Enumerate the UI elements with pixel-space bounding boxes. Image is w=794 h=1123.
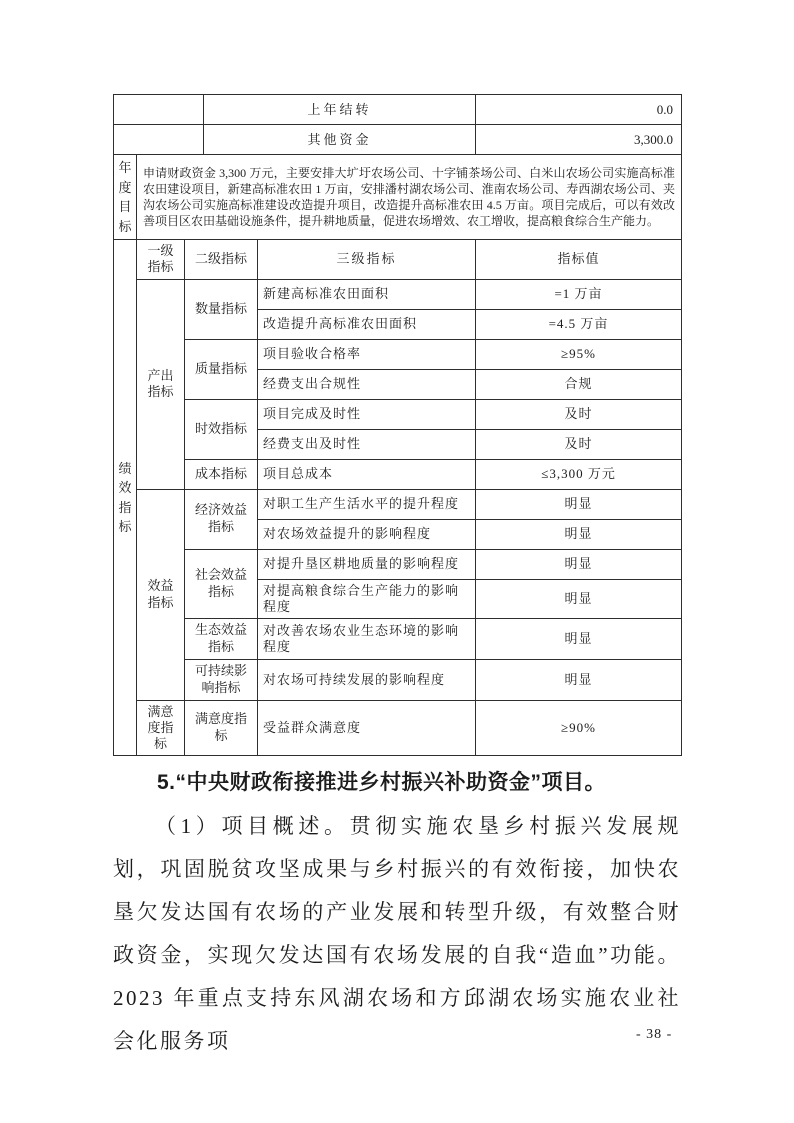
table-row: [114, 125, 682, 155]
indicator-name-cell: 对农场效益提升的影响程度: [258, 519, 476, 549]
level2-cell: 可持续影响指标: [185, 659, 258, 700]
indicator-value-cell: 明显: [476, 659, 682, 700]
indicator-name-cell: 经费支出合规性: [258, 369, 476, 399]
indicator-value-cell: ≤3,300 万元: [476, 459, 682, 489]
indicator-value-cell: 明显: [476, 619, 682, 660]
indicator-value-cell: 及时: [476, 429, 682, 459]
level1-cell: 产出指标: [137, 279, 185, 489]
fund-row-label: 上年结转: [204, 95, 476, 125]
indicator-row: [114, 459, 682, 489]
level2-cell: 数量指标: [185, 279, 258, 339]
level1-cell: 满意度指标: [137, 700, 185, 756]
indicator-value-cell: =4.5 万亩: [476, 309, 682, 339]
level2-cell: 时效指标: [185, 399, 258, 459]
level2-cell: 社会效益指标: [185, 549, 258, 619]
indicator-name-cell: 项目验收合格率: [258, 339, 476, 369]
indicator-row: [114, 489, 682, 519]
fund-row-value: 3,300.0: [476, 125, 682, 155]
indicator-name-cell: 改造提升高标准农田面积: [258, 309, 476, 339]
indicator-name-cell: 项目完成及时性: [258, 399, 476, 429]
indicator-name-cell: 受益群众满意度: [258, 700, 476, 756]
indicator-value-cell: ≥95%: [476, 339, 682, 369]
indicator-value-cell: 及时: [476, 399, 682, 429]
indicator-name-cell: 对提升垦区耕地质量的影响程度: [258, 549, 476, 579]
page-number: - 38 -: [636, 1027, 673, 1042]
header-value: 指标值: [476, 240, 682, 280]
indicator-name-cell: 对农场可持续发展的影响程度: [258, 659, 476, 700]
level2-cell: 经济效益指标: [185, 489, 258, 549]
level1-cell: 效益指标: [137, 489, 185, 700]
level2-cell: 生态效益指标: [185, 619, 258, 660]
level2-cell: 满意度指标: [185, 700, 258, 756]
indicator-name-cell: 经费支出及时性: [258, 429, 476, 459]
indicator-name-cell: 新建高标准农田面积: [258, 279, 476, 309]
indicator-header-row: [114, 240, 682, 280]
performance-indicator-table: [113, 154, 682, 756]
header-level3: 三级指标: [258, 240, 476, 280]
indicator-row: [114, 700, 682, 756]
funding-table-fragment: [113, 94, 682, 155]
fund-row-label: 其他资金: [204, 125, 476, 155]
annual-goal-label: 年度目标: [114, 155, 137, 240]
annual-goal-text: 申请财政资金 3,300 万元，主要安排大圹圩农场公司、十字铺茶场公司、白米山农场公司实施高标准农田建设项目，新建高标准农田 1 万亩，安排潘村湖农场公司、淮南农场公司、寿西湖农场公司、夹沟农场公司实施高标准建设改造提升项目，改造提升高标准农田 4.5 万亩。项目完成后，可以有效改善项目区农田基础设施条件，提升耕地质量，促进农场增效、农工增收，提高粮食综合生产能力。: [137, 155, 682, 240]
indicator-value-cell: 合规: [476, 369, 682, 399]
section-heading: 5.“中央财政衔接推进乡村振兴补助资金”项目。: [157, 771, 607, 795]
indicator-value-cell: 明显: [476, 549, 682, 579]
indicator-row: [114, 339, 682, 369]
body-paragraph: （1）项目概述。贯彻实施农垦乡村振兴发展规划，巩固脱贫攻坚成果与乡村振兴的有效衔接，加快农垦欠发达国有农场的产业发展和转型升级，有效整合财政资金，实现欠发达国有农场发展的自我“造血”功能。2023 年重点支持东风湖农场和方邱湖农场实施农业社会化服务项: [113, 814, 681, 1054]
level2-cell: 成本指标: [185, 459, 258, 489]
indicator-row: [114, 619, 682, 660]
indicator-name-cell: 项目总成本: [258, 459, 476, 489]
indicator-name-cell: 对改善农场农业生态环境的影响程度: [258, 619, 476, 660]
indicator-value-cell: 明显: [476, 519, 682, 549]
indicator-value-cell: ≥90%: [476, 700, 682, 756]
indicator-row: [114, 549, 682, 579]
indicator-name-cell: 对职工生产生活水平的提升程度: [258, 489, 476, 519]
indicator-row: [114, 279, 682, 309]
indicator-name-cell: 对提高粮食综合生产能力的影响程度: [258, 579, 476, 619]
indicator-row: [114, 399, 682, 429]
indicator-row: [114, 659, 682, 700]
table-row: [114, 95, 682, 125]
performance-row-label: 绩效指标: [114, 240, 137, 756]
fund-row-value: 0.0: [476, 95, 682, 125]
indicator-value-cell: =1 万亩: [476, 279, 682, 309]
indicator-value-cell: 明显: [476, 489, 682, 519]
empty-cell: [114, 125, 204, 155]
annual-goal-row: [114, 155, 682, 240]
empty-cell: [114, 95, 204, 125]
level2-cell: 质量指标: [185, 339, 258, 399]
indicator-value-cell: 明显: [476, 579, 682, 619]
header-level1: 一级指标: [137, 240, 185, 280]
header-level2: 二级指标: [185, 240, 258, 280]
document-content: [113, 94, 681, 1063]
